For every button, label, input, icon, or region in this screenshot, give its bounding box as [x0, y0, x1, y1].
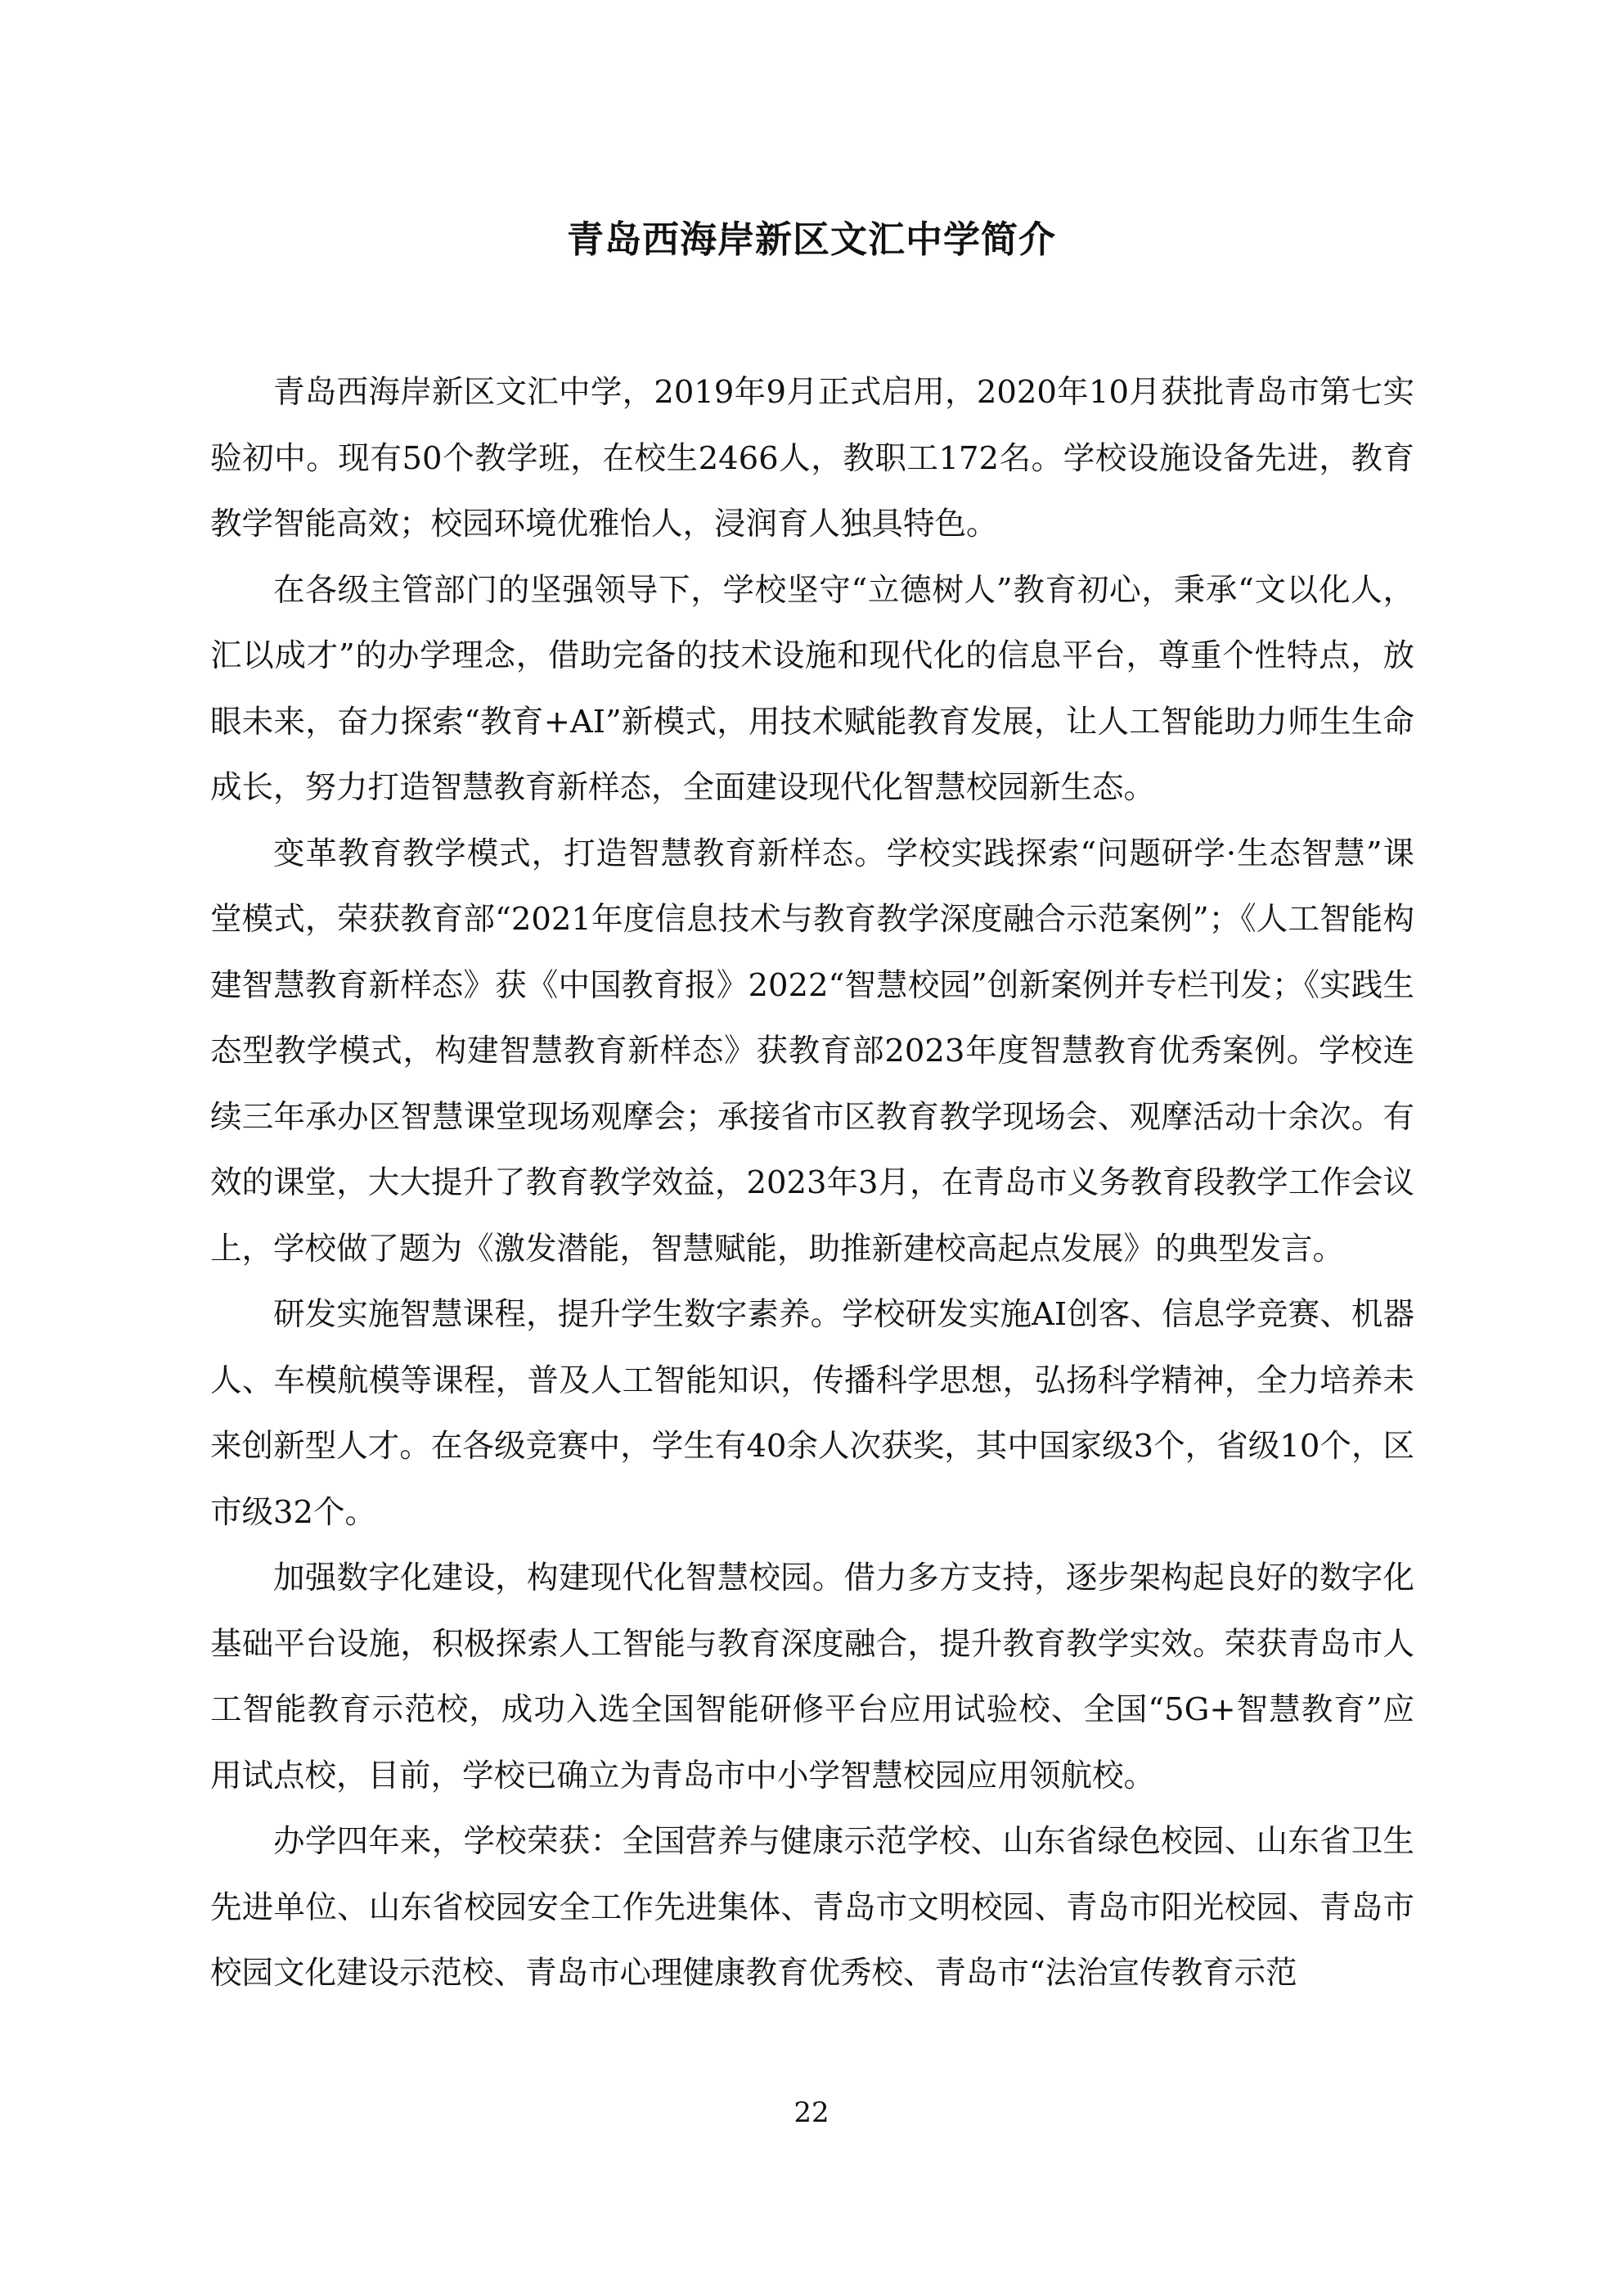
paragraph-digital-campus: 加强数字化建设，构建现代化智慧校园。借力多方支持，逐步架构起良好的数字化基础平台设施，积极探索人工智能与教育深度融合，提升教育教学实效。荣获青岛市人工智能教育示范校，成功入选全国智能研修平台应用试验校、全国“5G+智慧教育”应用试点校，目前，学校已确立为青岛市中小学智慧校园应用领航校。 — [210, 1560, 1414, 1794]
paragraph-honors: 办学四年来，学校荣获：全国营养与健康示范学校、山东省绿色校园、山东省卫生先进单位、山东省校园安全工作先进集体、青岛市文明校园、青岛市阳光校园、青岛市校园文化建设示范校、青岛市心理健康教育优秀校、青岛市“法治宣传教育示范 — [210, 1823, 1414, 1992]
document-title: 青岛西海岸新区文汇中学简介 — [566, 218, 1056, 261]
page-number: 22 — [794, 2096, 829, 2129]
paragraph-teaching-model: 变革教育教学模式，打造智慧教育新样态。学校实践探索“问题研学·生态智慧”课堂模式，荣获教育部“2021年度信息技术与教育教学深度融合示范案例”；《人工智能构建智慧教育新样态》获《中国教育报》2022“智慧校园”创新案例并专栏刊发；《实践生态型教学模式，构建智慧教育新样态》获教育部2023年度智慧教育优秀案例。学校连续三年承办区智慧课堂现场观摩会；承接省市区教育教学现场会、观摩活动十余次。有效的课堂，大大提升了教育教学效益，2023年3月，在青岛市义务教育段教学工作会议上，学校做了题为《激发潜能，智慧赋能，助推新建校高起点发展》的典型发言。 — [210, 835, 1414, 1267]
document-body — [210, 360, 1414, 2007]
paragraph-philosophy: 在各级主管部门的坚强领导下，学校坚守“立德树人”教育初心，秉承“文以化人，汇以成才”的办学理念，借助完备的技术设施和现代化的信息平台，尊重个性特点，放眼未来，奋力探索“教育+AI”新模式，用技术赋能教育发展，让人工智能助力师生生命成长，努力打造智慧教育新样态，全面建设现代化智慧校园新生态。 — [210, 571, 1414, 806]
paragraph-smart-curriculum: 研发实施智慧课程，提升学生数字素养。学校研发实施AI创客、信息学竞赛、机器人、车模航模等课程，普及人工智能知识，传播科学思想，弘扬科学精神，全力培养未来创新型人才。在各级竞赛中，学生有40余人次获奖，其中国家级3个，省级10个，区市级32个。 — [210, 1296, 1414, 1531]
paragraph-intro: 青岛西海岸新区文汇中学，2019年9月正式启用，2020年10月获批青岛市第七实验初中。现有50个教学班，在校生2466人，教职工172名。学校设施设备先进，教育教学智能高效；校园环境优雅怡人，浸润育人独具特色。 — [210, 374, 1414, 542]
